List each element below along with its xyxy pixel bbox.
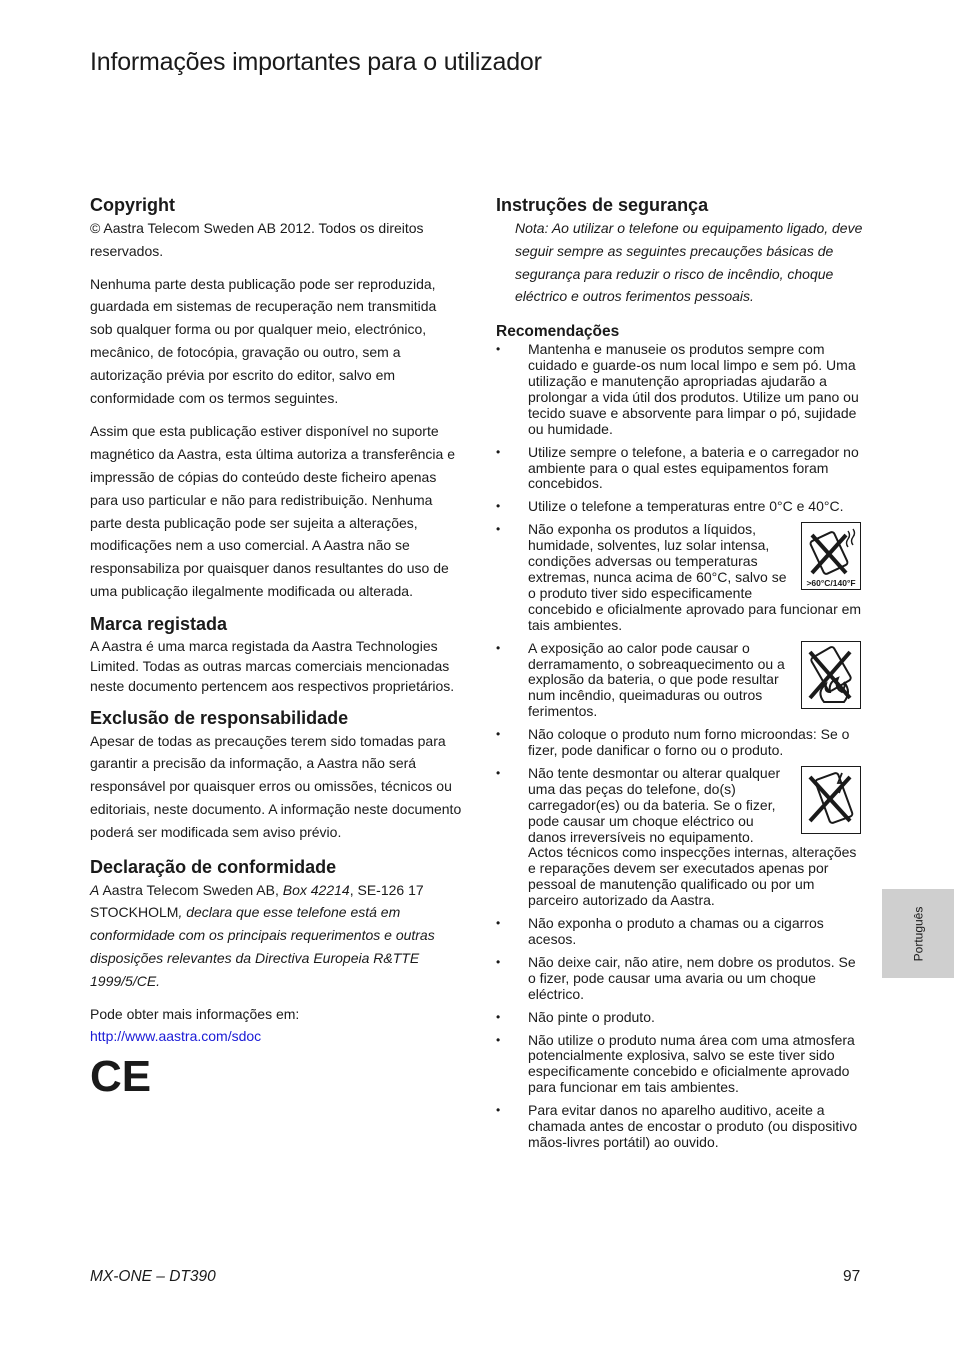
conformity-company: Aastra Telecom Sweden AB, — [99, 881, 283, 898]
list-item: • >60°C/140°F Não exponha os produtos a líquidos, humidade, solventes, luz solar intensa, condições adversas ou temperaturas extremas, nunca acima de 60°C, salvo se o produto tiver sido especificamente concebido e oficialmente aprovado para funcionar em tais ambientes. — [496, 522, 864, 633]
conformity-a: A — [90, 881, 100, 898]
ce-mark-text: CE — [90, 1052, 152, 1102]
list-item: • Utilize o telefone a temperaturas entre 0°C e 40°C. — [496, 499, 864, 515]
copyright-paragraph-1: © Aastra Telecom Sweden AB 2012. Todos os direitos reservados. — [90, 220, 424, 259]
list-item: • A exposição ao calor pode causar o derramamento, o sobreaquecimento ou a explosão da bateria, o que pode resultar num incêndio, queimaduras ou outros ferimentos. — [496, 641, 864, 721]
recommendations-heading: Recomendações — [496, 323, 620, 341]
trademark-paragraph: A Aastra é uma marca registada da Aastra Technologies Limited. Todas as outras marcas comerciais mencionadas neste documento pertencem aos respectivos proprietários. — [90, 637, 455, 695]
copyright-paragraph-2: Nenhuma parte desta publicação pode ser reproduzida, guardada em sistemas de recuperação nem transmitida sob qualquer forma ou por qualquer meio, electrónico, mecânico, de fotocópia, gravação ou outro, sem a autorização prévia por escrito do editor, salvo em conformidade com os termos seguintes. — [90, 275, 437, 406]
right-column — [496, 193, 864, 1151]
disclaimer-paragraph: Apesar de todas as precauções terem sido tomadas para garantir a precisão da informação, a Aastra não será responsável por quaisquer erros ou omissões, técnicos ou editoriais, neste documento. A informação neste documento poderá ser modificada sem aviso prévio. — [90, 732, 462, 840]
copyright-heading: Copyright — [90, 195, 175, 215]
conformity-box: Box 42214 — [282, 881, 350, 898]
no-fire-battery-icon — [801, 641, 861, 709]
footer-product: MX-ONE – DT390 — [90, 1268, 216, 1285]
no-disassembly-icon — [801, 766, 861, 834]
sdoc-link[interactable]: http://www.aastra.com/sdoc — [90, 1028, 262, 1045]
list-item: • Mantenha e manuseie os produtos sempre com cuidado e guarde-os num local limpo e sem pó. Uma utilização e manutenção apropriadas ajudarão a prolongar a vida útil dos produtos. Utilize um pano ou tecido suave e absorvente para limpar o pó, sujidade ou humidade. — [496, 342, 864, 437]
list-item: • Não exponha o produto a chamas ou a cigarros acesos. — [496, 916, 864, 948]
list-item: • Para evitar danos no aparelho auditivo, aceite a chamada antes de encostar o produto (ou dispositivo mãos-livres portátil) ao ouvido. — [496, 1103, 864, 1151]
list-item: • Não coloque o produto num forno microondas: Se o fizer, pode danificar o forno ou o produto. — [496, 727, 864, 759]
safety-heading: Instruções de segurança — [496, 195, 709, 215]
list-item: • Não deixe cair, não atire, nem dobre os produtos. Se o fizer, pode causar uma avaria ou um choque eléctrico. — [496, 955, 864, 1003]
page-title: Informações importantes para o utilizador — [90, 48, 542, 76]
more-info-text: Pode obter mais informações em: — [90, 1005, 300, 1022]
list-item: • Não utilize o produto numa área com uma atmosfera potencialmente explosiva, salvo se este tiver sido especificamente concebido e oficialmente aprovado para funcionar em tais ambientes. — [496, 1033, 864, 1097]
safety-note: Nota: Ao utilizar o telefone ou equipamento ligado, deve seguir sempre as seguintes precauções básicas de segurança para reduzir o risco de incêndio, choque eléctrico e outros ferimentos pessoais. — [515, 220, 863, 305]
left-column — [90, 193, 462, 1101]
language-tab — [882, 889, 954, 978]
copyright-paragraph-3: Assim que esta publicação estiver disponível no suporte magnético da Aastra, esta última autoriza a transferência e impressão de cópias do conteúdo deste ficheiro apenas para uso particular e não para redistribuição. Nenhuma parte desta publicação pode ser sujeita a alterações, modificações nem a uso comercial. A Aastra não se responsabiliza por quaisquer danos resultantes do uso de uma publicação ilegalmente modificada ou alterada. — [90, 423, 455, 599]
list-item: • Não tente desmontar ou alterar qualquer uma das peças do telefone, do(s) carregador(es) ou da bateria. Se o fizer, pode causar um choque eléctrico ou danos irreversíveis no equipamento. Actos técnicos como inspecções internas, alterações e reparações devem ser executados apenas por pessoal de manutenção qualificado ou por um parceiro autorizado da Aastra. — [496, 766, 864, 909]
temperature-label: • >60°C/140°F — [806, 578, 856, 589]
ce-mark-svg — [90, 1052, 152, 1102]
conformity-text: , declara que esse telefone está em conformidade com os principais requerimentos e outras disposições relevantes da Directiva Europeia R&TTE 1999/5/CE. — [90, 904, 435, 989]
conformity-heading: Declaração de conformidade — [90, 856, 337, 877]
no-heat-liquid-icon — [801, 522, 861, 590]
language-tab-label: Português — [910, 906, 925, 961]
conformity-paragraph — [90, 879, 462, 993]
trademark-heading: Marca registada — [90, 613, 228, 634]
recommendations-list — [496, 342, 864, 1151]
list-item: • Não pinte o produto. — [496, 1010, 864, 1026]
list-item: • Utilize sempre o telefone, a bateria e o carregador no ambiente para o qual estes equipamentos foram concebidos. — [496, 445, 864, 493]
conformity-address: , SE-126 17 STOCKHOLM — [90, 881, 424, 921]
ce-mark-icon — [90, 1052, 462, 1102]
disclaimer-heading: Exclusão de responsabilidade — [90, 707, 349, 728]
footer-page-number: 97 — [843, 1268, 861, 1285]
